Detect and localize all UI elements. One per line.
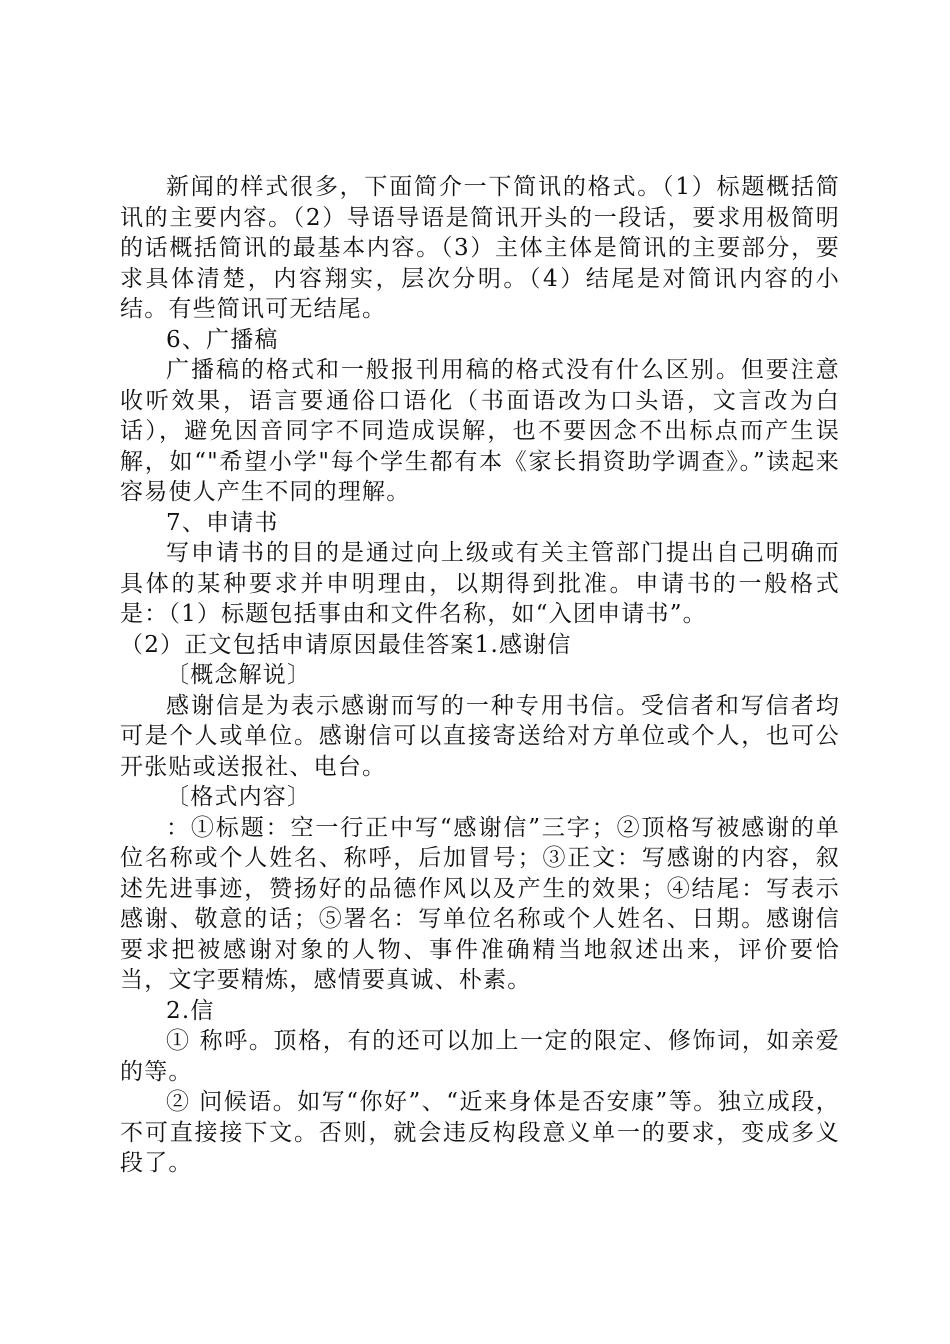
paragraph-salutation: ① 称呼。顶格，有的还可以加上一定的限定、修饰词，如亲爱的等。 — [120, 1028, 840, 1085]
paragraph-greeting: ② 问候语。如写“你好”、“近来身体是否安康”等。独立成段，不可直接接下文。否则，就会违反构段意义单一的要求，变成多义段了。 — [120, 1089, 840, 1176]
paragraph-news-format: 新闻的样式很多，下面简介一下简讯的格式。（1）标题概括简讯的主要内容。（2）导语导语是简讯开头的一段话，要求用极简明的话概括简讯的最基本内容。（3）主体主体是简讯的主要部分，要求具体清楚，内容翔实，层次分明。（4）结尾是对简讯内容的小结。有些简讯可无结尾。 — [120, 174, 840, 322]
paragraph-broadcast-script: 广播稿的格式和一般报刊用稿的格式没有什么区别。但要注意收听效果，语言要通俗口语化（书面语改为口头语，文言改为白话），避免因音同字不同造成误解，也不要因念不出标点而产生误解，如“"希望小学"每个学生都有本《家长捐资助学调查》。”读起来容易使人产生不同的理解。 — [120, 357, 840, 505]
heading-format-content: 〔格式内容〕 — [166, 784, 312, 810]
heading-application-letter: 7、申请书 — [166, 509, 279, 536]
heading-concept-explanation: 〔概念解说〕 — [166, 662, 312, 688]
heading-broadcast-script: 6、广播稿 — [166, 326, 279, 353]
paragraph-thank-you-letter: 感谢信是为表示感谢而写的一种专用书信。受信者和写信者均可是个人或单位。感谢信可以直接寄送给对方单位或个人，也可公开张贴或送报社、电台。 — [120, 692, 840, 780]
paragraph-application-letter: 写申请书的目的是通过向上级或有关主管部门提出自己明确而具体的某种要求并申明理由，以期得到批准。申请书的一般格式是：（1）标题包括事由和文件名称，如“入团申请书”。 — [120, 540, 840, 627]
paragraph-application-body: （2）正文包括申请原因最佳答案1.感谢信 — [120, 631, 572, 658]
document-body — [120, 172, 840, 1179]
heading-letter: 2.信 — [166, 997, 215, 1024]
paragraph-format-details: ：①标题：空一行正中写“感谢信”三字；②顶格写被感谢的单位名称或个人姓名、称呼，后加冒号；③正文：写感谢的内容，叙述先进事迹，赞扬好的品德作风以及产生的效果；④结尾：写表示感谢、敬意的话；⑤署名：写单位名称或个人姓名、日期。感谢信要求把被感谢对象的人物、事件准确精当地叙述出来，评价要恰当，文字要精炼，感情要真诚、朴素。 — [120, 814, 840, 993]
